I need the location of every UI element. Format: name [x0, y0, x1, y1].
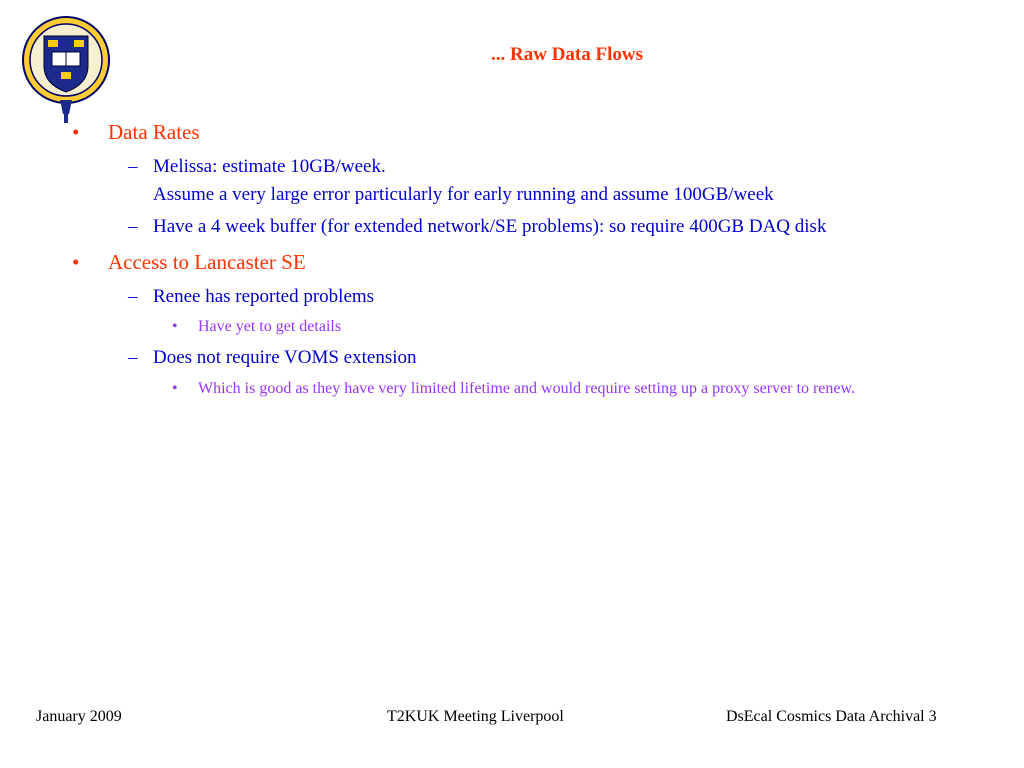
dash-icon: – [128, 156, 138, 177]
slide-title: ... Raw Data Flows [491, 44, 643, 65]
subsub-item-text: Which is good as they have very limited lifetime and would require setting up a proxy server to renew. [198, 380, 855, 397]
dash-icon: – [128, 286, 138, 307]
bullet-icon: • [172, 318, 178, 335]
sub-item-text: Melissa: estimate 10GB/week. Assume a very large error particularly for early running and assume 100GB/week [153, 156, 774, 205]
university-crest-icon [20, 14, 112, 126]
subsub-item-text: Have yet to get details [198, 318, 342, 335]
footer-meeting: T2KUK Meeting Liverpool [387, 708, 564, 725]
bullet-icon: • [72, 120, 80, 144]
sub-item-text: Renee has reported problems [153, 286, 375, 307]
sub-item-text: Does not require VOMS extension [153, 347, 417, 368]
bullet-label: Access to Lancaster SE [108, 250, 306, 274]
bullet-label: Data Rates [108, 120, 200, 144]
sub-item-text: Have a 4 week buffer (for extended network/SE problems): so require 400GB DAQ disk [153, 216, 827, 237]
footer-slide-number: DsEcal Cosmics Data Archival 3 [726, 708, 937, 725]
dash-icon: – [128, 347, 138, 368]
bullet-icon: • [72, 250, 80, 274]
footer-date: January 2009 [36, 708, 122, 725]
bullet-icon: • [172, 380, 178, 397]
dash-icon: – [128, 216, 138, 237]
